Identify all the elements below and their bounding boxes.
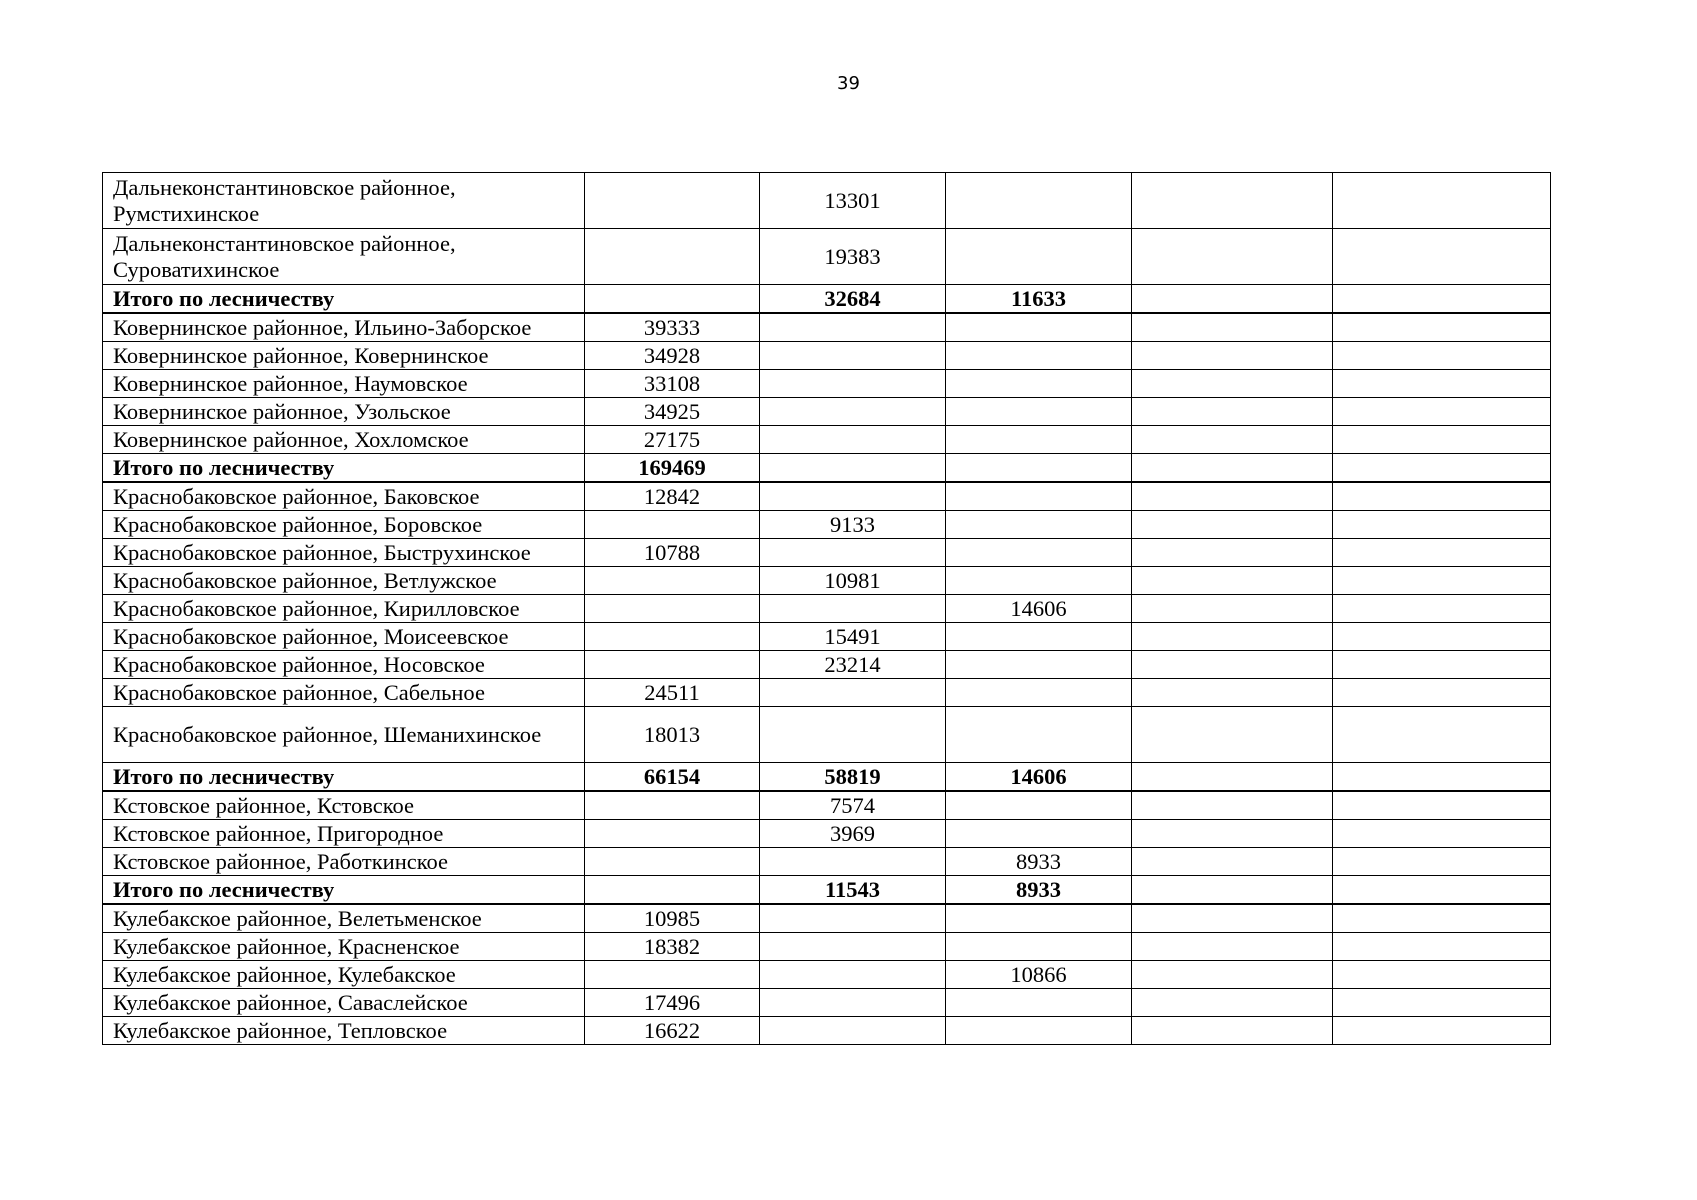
cell-value-col-4 — [946, 989, 1132, 1017]
cell-value-col-3: 11543 — [760, 876, 946, 905]
cell-forestry-name: Итого по лесничеству — [103, 876, 585, 905]
cell-value-col-5 — [1132, 679, 1333, 707]
cell-forestry-name: Краснобаковское районное, Ветлужское — [103, 567, 585, 595]
table-row — [103, 623, 1551, 651]
cell-value-col-5 — [1132, 482, 1333, 511]
cell-forestry-name: Кулебакское районное, Красненское — [103, 933, 585, 961]
cell-forestry-name: Краснобаковское районное, Кирилловское — [103, 595, 585, 623]
cell-value-col-4 — [946, 313, 1132, 342]
cell-value-col-2 — [585, 229, 760, 285]
cell-forestry-name: Кулебакское районное, Велетьменское — [103, 904, 585, 933]
cell-value-col-3 — [760, 454, 946, 483]
cell-value-col-2 — [585, 595, 760, 623]
cell-value-col-4 — [946, 173, 1132, 229]
cell-value-col-2 — [585, 820, 760, 848]
cell-value-col-2 — [585, 961, 760, 989]
cell-value-col-4 — [946, 454, 1132, 483]
table-row — [103, 342, 1551, 370]
cell-value-col-2 — [585, 623, 760, 651]
cell-value-col-5 — [1132, 848, 1333, 876]
cell-value-col-6 — [1333, 313, 1551, 342]
cell-value-col-3: 19383 — [760, 229, 946, 285]
table-row — [103, 820, 1551, 848]
cell-forestry-name: Ковернинское районное, Ильино-Заборское — [103, 313, 585, 342]
cell-value-col-4 — [946, 426, 1132, 454]
cell-value-col-2 — [585, 791, 760, 820]
cell-value-col-2 — [585, 651, 760, 679]
cell-value-col-6 — [1333, 173, 1551, 229]
cell-value-col-4 — [946, 791, 1132, 820]
cell-value-col-4 — [946, 482, 1132, 511]
cell-value-col-6 — [1333, 763, 1551, 792]
cell-value-col-6 — [1333, 679, 1551, 707]
cell-value-col-2 — [585, 848, 760, 876]
table-row — [103, 707, 1551, 763]
cell-value-col-3 — [760, 933, 946, 961]
cell-value-col-3: 7574 — [760, 791, 946, 820]
cell-value-col-6 — [1333, 989, 1551, 1017]
cell-value-col-6 — [1333, 426, 1551, 454]
cell-forestry-name: Краснобаковское районное, Моисеевское — [103, 623, 585, 651]
cell-value-col-5 — [1132, 651, 1333, 679]
cell-value-col-5 — [1132, 370, 1333, 398]
table-row — [103, 567, 1551, 595]
cell-value-col-3 — [760, 370, 946, 398]
cell-value-col-5 — [1132, 961, 1333, 989]
cell-value-col-5 — [1132, 763, 1333, 792]
table-row — [103, 651, 1551, 679]
cell-value-col-6 — [1333, 285, 1551, 314]
cell-value-col-3 — [760, 679, 946, 707]
cell-value-col-2: 169469 — [585, 454, 760, 483]
cell-value-col-2: 16622 — [585, 1017, 760, 1045]
cell-value-col-3: 32684 — [760, 285, 946, 314]
cell-forestry-name: Итого по лесничеству — [103, 285, 585, 314]
cell-value-col-6 — [1333, 848, 1551, 876]
cell-value-col-6 — [1333, 623, 1551, 651]
cell-value-col-2: 27175 — [585, 426, 760, 454]
cell-forestry-name: Кстовское районное, Кстовское — [103, 791, 585, 820]
cell-value-col-5 — [1132, 876, 1333, 905]
cell-value-col-2: 34928 — [585, 342, 760, 370]
cell-value-col-6 — [1333, 904, 1551, 933]
table-total-row — [103, 285, 1551, 314]
cell-value-col-5 — [1132, 342, 1333, 370]
cell-value-col-5 — [1132, 426, 1333, 454]
cell-value-col-2: 33108 — [585, 370, 760, 398]
cell-value-col-2: 10788 — [585, 539, 760, 567]
cell-value-col-5 — [1132, 173, 1333, 229]
cell-forestry-name: Краснобаковское районное, Баковское — [103, 482, 585, 511]
cell-value-col-2: 39333 — [585, 313, 760, 342]
cell-value-col-2: 24511 — [585, 679, 760, 707]
cell-value-col-5 — [1132, 539, 1333, 567]
cell-forestry-name: Краснобаковское районное, Носовское — [103, 651, 585, 679]
cell-value-col-2: 18013 — [585, 707, 760, 763]
cell-value-col-4 — [946, 370, 1132, 398]
cell-forestry-name: Дальнеконстантиновское районное, Суроватихинское — [103, 229, 585, 285]
cell-value-col-5 — [1132, 933, 1333, 961]
cell-value-col-6 — [1333, 820, 1551, 848]
cell-forestry-name: Итого по лесничеству — [103, 763, 585, 792]
cell-value-col-4 — [946, 539, 1132, 567]
cell-value-col-6 — [1333, 511, 1551, 539]
cell-value-col-3: 3969 — [760, 820, 946, 848]
cell-value-col-5 — [1132, 820, 1333, 848]
cell-value-col-6 — [1333, 342, 1551, 370]
cell-value-col-4 — [946, 1017, 1132, 1045]
cell-value-col-2: 66154 — [585, 763, 760, 792]
cell-forestry-name: Кстовское районное, Пригородное — [103, 820, 585, 848]
cell-value-col-6 — [1333, 229, 1551, 285]
cell-value-col-4 — [946, 511, 1132, 539]
cell-value-col-4: 11633 — [946, 285, 1132, 314]
cell-value-col-2 — [585, 876, 760, 905]
cell-value-col-3: 10981 — [760, 567, 946, 595]
table-total-row — [103, 454, 1551, 483]
cell-value-col-3 — [760, 426, 946, 454]
table-row — [103, 426, 1551, 454]
table-total-row — [103, 763, 1551, 792]
table-row — [103, 173, 1551, 229]
cell-value-col-2: 12842 — [585, 482, 760, 511]
cell-forestry-name: Ковернинское районное, Узольское — [103, 398, 585, 426]
cell-value-col-3 — [760, 961, 946, 989]
cell-value-col-4 — [946, 707, 1132, 763]
cell-value-col-3 — [760, 398, 946, 426]
cell-value-col-4: 14606 — [946, 763, 1132, 792]
cell-value-col-3: 15491 — [760, 623, 946, 651]
table-row — [103, 482, 1551, 511]
cell-value-col-6 — [1333, 595, 1551, 623]
cell-value-col-2: 10985 — [585, 904, 760, 933]
cell-value-col-4: 10866 — [946, 961, 1132, 989]
cell-forestry-name: Итого по лесничеству — [103, 454, 585, 483]
cell-value-col-5 — [1132, 623, 1333, 651]
cell-value-col-6 — [1333, 539, 1551, 567]
cell-forestry-name: Краснобаковское районное, Быструхинское — [103, 539, 585, 567]
cell-forestry-name: Ковернинское районное, Наумовское — [103, 370, 585, 398]
cell-value-col-5 — [1132, 454, 1333, 483]
forestry-table — [102, 172, 1551, 1045]
cell-value-col-2 — [585, 173, 760, 229]
cell-value-col-3 — [760, 848, 946, 876]
cell-value-col-2: 18382 — [585, 933, 760, 961]
cell-value-col-3: 9133 — [760, 511, 946, 539]
cell-forestry-name: Кулебакское районное, Кулебакское — [103, 961, 585, 989]
cell-value-col-3 — [760, 707, 946, 763]
cell-value-col-6 — [1333, 651, 1551, 679]
cell-value-col-3: 23214 — [760, 651, 946, 679]
cell-value-col-4 — [946, 904, 1132, 933]
table-row — [103, 989, 1551, 1017]
cell-value-col-5 — [1132, 567, 1333, 595]
cell-value-col-6 — [1333, 707, 1551, 763]
table-row — [103, 1017, 1551, 1045]
cell-forestry-name: Кулебакское районное, Саваслейское — [103, 989, 585, 1017]
table-row — [103, 539, 1551, 567]
table-row — [103, 511, 1551, 539]
table-row — [103, 313, 1551, 342]
cell-value-col-3 — [760, 313, 946, 342]
cell-value-col-2: 17496 — [585, 989, 760, 1017]
cell-value-col-6 — [1333, 961, 1551, 989]
table-row — [103, 370, 1551, 398]
cell-value-col-3 — [760, 342, 946, 370]
cell-value-col-6 — [1333, 791, 1551, 820]
cell-value-col-6 — [1333, 482, 1551, 511]
cell-forestry-name: Кстовское районное, Работкинское — [103, 848, 585, 876]
table-row — [103, 398, 1551, 426]
page-number: 39 — [837, 73, 860, 94]
table-row — [103, 229, 1551, 285]
cell-value-col-5 — [1132, 313, 1333, 342]
cell-value-col-5 — [1132, 989, 1333, 1017]
cell-value-col-4: 14606 — [946, 595, 1132, 623]
cell-value-col-6 — [1333, 876, 1551, 905]
cell-value-col-4 — [946, 651, 1132, 679]
cell-value-col-4 — [946, 933, 1132, 961]
cell-value-col-4 — [946, 820, 1132, 848]
cell-value-col-4: 8933 — [946, 876, 1132, 905]
cell-value-col-3 — [760, 482, 946, 511]
cell-value-col-4 — [946, 229, 1132, 285]
table-row — [103, 904, 1551, 933]
table-total-row — [103, 876, 1551, 905]
cell-value-col-3 — [760, 1017, 946, 1045]
cell-forestry-name: Краснобаковское районное, Боровское — [103, 511, 585, 539]
cell-value-col-4 — [946, 342, 1132, 370]
cell-forestry-name: Кулебакское районное, Тепловское — [103, 1017, 585, 1045]
table-body — [103, 173, 1551, 1045]
cell-value-col-5 — [1132, 904, 1333, 933]
cell-value-col-5 — [1132, 791, 1333, 820]
cell-value-col-3 — [760, 539, 946, 567]
cell-value-col-4 — [946, 679, 1132, 707]
cell-forestry-name: Ковернинское районное, Хохломское — [103, 426, 585, 454]
cell-forestry-name: Ковернинское районное, Ковернинское — [103, 342, 585, 370]
cell-value-col-4 — [946, 623, 1132, 651]
cell-value-col-3 — [760, 904, 946, 933]
cell-value-col-3 — [760, 595, 946, 623]
cell-value-col-2: 34925 — [585, 398, 760, 426]
cell-value-col-5 — [1132, 707, 1333, 763]
cell-value-col-6 — [1333, 933, 1551, 961]
table-row — [103, 791, 1551, 820]
cell-value-col-6 — [1333, 398, 1551, 426]
cell-value-col-4 — [946, 398, 1132, 426]
cell-value-col-5 — [1132, 398, 1333, 426]
cell-value-col-5 — [1132, 285, 1333, 314]
cell-value-col-5 — [1132, 229, 1333, 285]
cell-value-col-5 — [1132, 1017, 1333, 1045]
table-row — [103, 595, 1551, 623]
cell-value-col-5 — [1132, 595, 1333, 623]
cell-value-col-5 — [1132, 511, 1333, 539]
cell-forestry-name: Краснобаковское районное, Сабельное — [103, 679, 585, 707]
cell-value-col-3: 13301 — [760, 173, 946, 229]
cell-value-col-3 — [760, 989, 946, 1017]
cell-value-col-4: 8933 — [946, 848, 1132, 876]
table-row — [103, 933, 1551, 961]
table-row — [103, 679, 1551, 707]
cell-value-col-6 — [1333, 1017, 1551, 1045]
cell-value-col-6 — [1333, 454, 1551, 483]
table-row — [103, 848, 1551, 876]
cell-forestry-name: Дальнеконстантиновское районное, Румстихинское — [103, 173, 585, 229]
cell-value-col-2 — [585, 567, 760, 595]
cell-value-col-4 — [946, 567, 1132, 595]
table-row — [103, 961, 1551, 989]
cell-value-col-2 — [585, 511, 760, 539]
cell-value-col-6 — [1333, 567, 1551, 595]
cell-value-col-3: 58819 — [760, 763, 946, 792]
cell-value-col-2 — [585, 285, 760, 314]
cell-value-col-6 — [1333, 370, 1551, 398]
cell-forestry-name: Краснобаковское районное, Шеманихинское — [103, 707, 585, 763]
